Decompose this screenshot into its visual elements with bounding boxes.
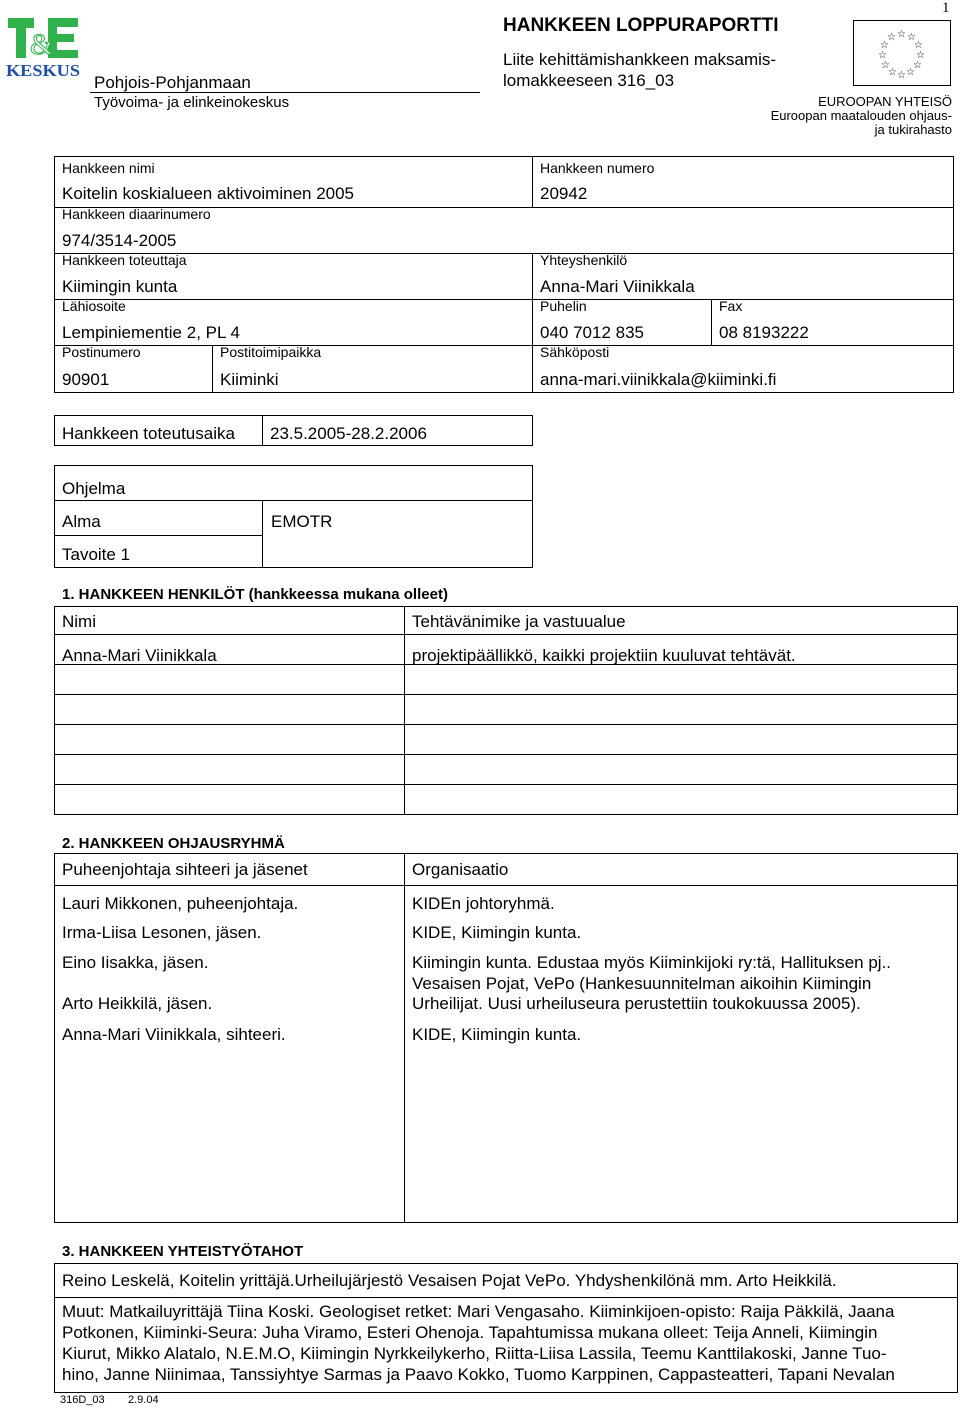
phone-label: Puhelin [540,298,587,314]
partners-line: Kiurut, Mikko Alatalo, N.E.M.O, Kiimingin Nyrkkeilykerho, Riitta-Liisa Lassila, Teemu Kanttilakoski, Janne Tuo- [62,1344,887,1363]
partners-line: Reino Leskelä, Koitelin yrittäjä.Urheilujärjestö Vesaisen Pojat VePo. Yhdyshenkilönä mm. Arto Heikkilä. [62,1271,837,1290]
steering-member: Eino Iisakka, jäsen. [62,953,209,972]
schedule-label: Hankkeen toteutusaika [62,424,235,443]
person-name: Anna-Mari Viinikkala [62,646,217,665]
program-label: Ohjelma [62,479,126,498]
steering-org: KIDEn johtoryhmä. [412,894,555,913]
project-name: Koitelin koskialueen aktivoiminen 2005 [62,184,355,203]
header-divider [90,92,480,93]
svg-text:☆: ☆ [897,70,906,81]
svg-text:☆: ☆ [913,60,922,71]
project-number: 20942 [540,184,588,203]
svg-text:&: & [30,28,54,61]
email-label: Sähköposti [540,344,610,360]
eu-stars-icon [854,21,950,85]
steering-org: Kiimingin kunta. Edustaa myös Kiiminkijoki ry:tä, Hallituksen pj.. [412,953,892,972]
email: anna-mari.viinikkala@kiiminki.fi [540,370,777,389]
eu-line2: Euroopan maatalouden ohjaus- [770,108,952,123]
partners-line: hino, Janne Niinimaa, Tanssiyhtye Sarmas ja Paavo Kokko, Tuomo Karppinen, Cappasteatteri, Tapani Nevalan [62,1365,895,1384]
partners-line: Muut: Matkailuyrittäjä Tiina Koski. Geologiset retket: Mari Vengasaho. Kiiminkijoen-opisto: Raija Päkkilä, Jaana [62,1302,895,1321]
diary-number: 974/3514-2005 [62,231,177,250]
city: Kiiminki [220,370,279,389]
eu-line3: ja tukirahasto [874,122,952,137]
page-number: 1 [942,0,950,16]
svg-text:KESKUS: KESKUS [6,61,80,80]
steering-org: KIDE, Kiimingin kunta. [412,923,582,942]
contact-person: Anna-Mari Viinikkala [540,277,695,296]
steering-member: Anna-Mari Viinikkala, sihteeri. [62,1025,286,1044]
implementer-label: Hankkeen toteuttaja [62,252,187,268]
program-goal: Tavoite 1 [62,545,131,564]
te-keskus-logo [6,14,80,80]
persons-col-name: Nimi [62,612,96,631]
subtitle-line1: Liite kehittämishankkeen maksamis- [503,50,777,69]
fax-label: Fax [719,298,743,314]
steering-org: KIDE, Kiimingin kunta. [412,1025,582,1044]
eu-flag [853,20,951,86]
svg-text:☆: ☆ [888,67,897,78]
section3-heading: 3. HANKKEEN YHTEISTYÖTAHOT [62,1243,304,1260]
project-number-label: Hankkeen numero [540,160,655,176]
section2-heading: 2. HANKKEEN OHJAUSRYHMÄ [62,835,285,852]
form-code: 316D_03 [60,1394,105,1406]
eu-line1: EUROOPAN YHTEISÖ [818,94,952,109]
person-role: projektipäällikkö, kaikki projektiin kuuluvat tehtävät. [412,646,796,665]
svg-text:☆: ☆ [906,67,915,78]
steering-member: Arto Heikkilä, jäsen. [62,994,213,1013]
schedule-value: 23.5.2005-28.2.2006 [270,424,427,443]
postcode-label: Postinumero [62,344,141,360]
svg-text:☆: ☆ [878,50,887,61]
address-label: Lähiosoite [62,298,126,314]
city-label: Postitoimipaikka [220,344,322,360]
implementer: Kiimingin kunta [62,277,178,296]
section1-heading: 1. HANKKEEN HENKILÖT (hankkeessa mukana olleet) [62,586,448,603]
steering-col-members: Puheenjohtaja sihteeri ja jäsenet [62,860,308,879]
steering-member: Irma-Liisa Lesonen, jäsen. [62,923,262,942]
steering-member: Lauri Mikkonen, puheenjohtaja. [62,894,299,913]
svg-text:☆: ☆ [907,32,916,43]
postcode: 90901 [62,370,110,389]
steering-org: Vesaisen Pojat, VePo (Hankesuunnitelman aikoihin Kiimingin [412,974,872,993]
page-title: HANKKEEN LOPPURAPORTTI [503,15,779,36]
address: Lempiniementie 2, PL 4 [62,323,240,342]
svg-text:☆: ☆ [880,40,889,51]
fax: 08 8193222 [719,323,809,342]
svg-text:☆: ☆ [881,60,890,71]
org-name-line1: Pohjois-Pohjanmaan [94,73,251,92]
svg-text:☆: ☆ [916,50,925,61]
persons-col-role: Tehtävänimike ja vastuualue [412,612,626,631]
program-name: Alma [62,512,101,531]
svg-text:☆: ☆ [914,40,923,51]
contact-label: Yhteyshenkilö [540,252,628,268]
diary-label: Hankkeen diaarinumero [62,206,211,222]
org-name-line2: Työvoima- ja elinkeinokeskus [94,94,290,111]
steering-org: Urheilijat. Uusi urheiluseura perustettiin toukokuussa 2005). [412,994,861,1013]
program-fund: EMOTR [271,512,333,531]
form-date: 2.9.04 [128,1394,159,1406]
steering-col-org: Organisaatio [412,860,509,879]
subtitle-line2: lomakkeeseen 316_03 [503,71,675,90]
svg-text:☆: ☆ [897,29,906,40]
project-name-label: Hankkeen nimi [62,160,155,176]
svg-text:☆: ☆ [887,32,896,43]
phone: 040 7012 835 [540,323,644,342]
partners-line: Potkonen, Kiiminki-Seura: Juha Viramo, Esteri Ohenoja. Tapahtumissa mukana olleet: Teija Anneli, Kiimingin [62,1323,878,1342]
